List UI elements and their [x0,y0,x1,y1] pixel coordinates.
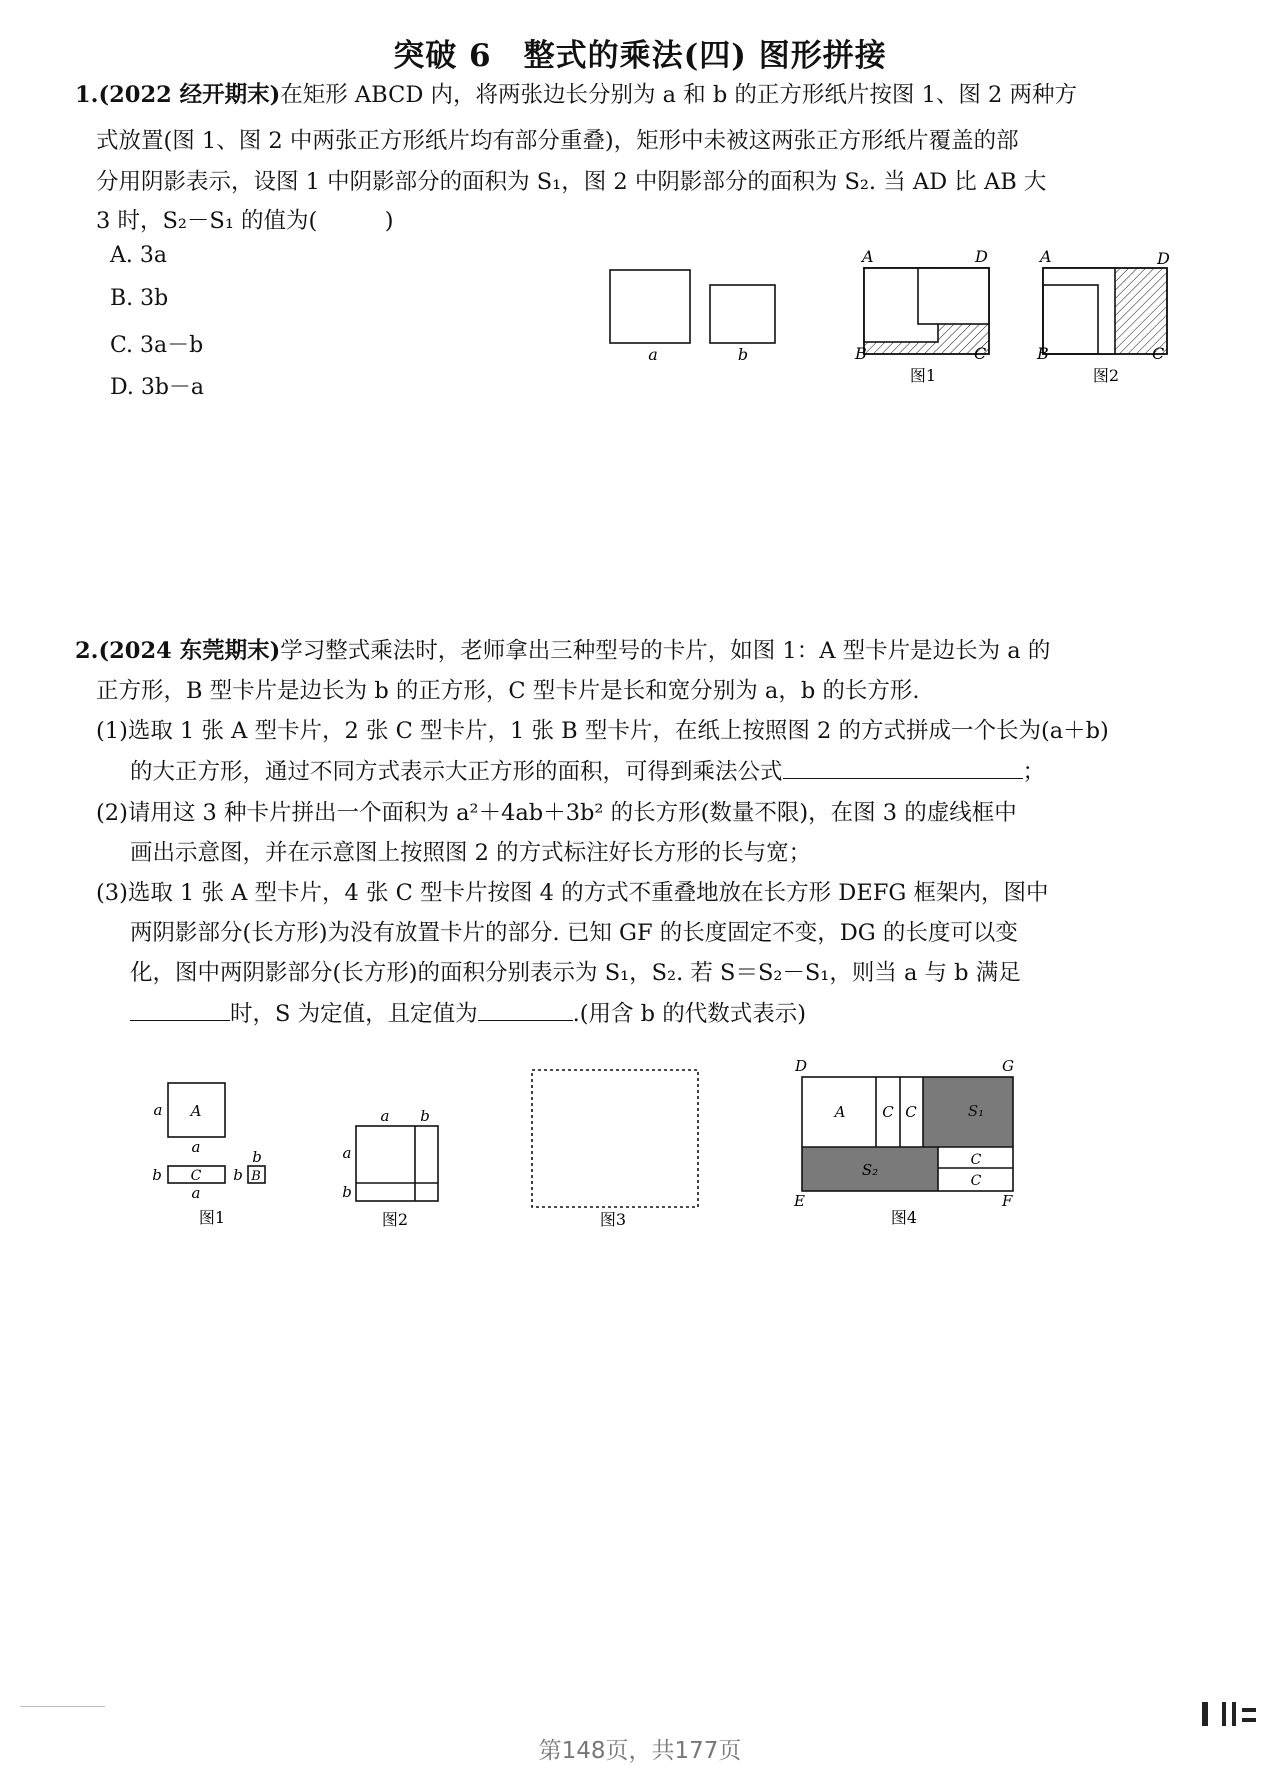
q2-fig2 [342,1107,438,1229]
q1-option-b: B. 3b [110,286,169,311]
q2-p1-line-1: (1)选取 1 张 A 型卡片，2 张 C 型卡片，1 张 B 型卡片，在纸上按照图 2 的方式拼成一个长为(a＋b) [96,718,1109,744]
fig2-top-b: b [420,1107,430,1125]
square-a-label: a [648,345,658,364]
card-a-label: A [190,1102,202,1120]
q2-p3-line-3: 化，图中两阴影部分(长方形)的面积分别表示为 S₁，S₂. 若 S＝S₂－S₁，则当 a 与 b 满足 [130,960,1021,986]
card-c-side-label: b [152,1166,162,1184]
q1-line-4: 3 时，S₂－S₁ 的值为( ) [96,208,394,234]
fig1-label-A: A [862,247,874,266]
card-b-top-label: b [252,1148,262,1166]
fig4-s1-label: S₁ [967,1102,985,1120]
fig2-label-C: C [1152,344,1165,363]
q2-p3-blank-value[interactable] [478,998,573,1021]
q2-p2-line-1: (2)请用这 3 种卡片拼出一个面积为 a²＋4ab＋3b² 的长方形(数量不限)，在图 3 的虚线框中 [96,800,1017,826]
q1-option-d: D. 3b－a [110,375,205,400]
q1-option-a: A. 3a [110,243,167,268]
q2-fig4 [793,1057,1014,1227]
fig1-label-B: B [855,344,867,363]
q1-number: 1. [75,82,99,108]
q2-p3-text-b: .(用含 b 的代数式表示) [572,1001,806,1027]
q2-p3-line-1: (3)选取 1 张 A 型卡片，4 张 C 型卡片按图 4 的方式不重叠地放在长方形 DEFG 框架内，图中 [96,880,1049,906]
fig4-card-c1: C [882,1103,894,1121]
page-edge-marks [1200,1700,1260,1734]
q2-fig2-caption: 图2 [381,1210,409,1229]
page-title: 突破 6 整式的乘法(四) 图形拼接 [393,38,887,74]
card-a-bottom-label: a [191,1138,201,1156]
q2-p1-line-2 [130,756,1045,787]
dashed-drawing-box[interactable] [532,1070,698,1207]
fig4-label-F: F [1002,1192,1013,1210]
q1-fig2 [1036,247,1170,385]
fig1-label-C: C [974,344,987,363]
q2-source: (2024 东莞期末) [98,638,281,664]
square-b-label: b [737,345,749,364]
fig2-side-b: b [342,1183,352,1201]
bottom-left-rule [20,1706,105,1707]
shaded-right-2 [1114,268,1167,354]
card-c-bottom-label: a [191,1184,201,1202]
q2-fig1 [152,1083,265,1227]
fig4-card-c4: C [970,1173,982,1189]
q2-figures-svg [120,1055,1170,1255]
q2-fig3[interactable] [532,1070,698,1229]
q2-p1-end: ； [1022,759,1046,785]
square-b [710,285,775,343]
q2-figures [120,1055,1170,1259]
q2-p1-text: 的大正方形，通过不同方式表示大正方形的面积，可得到乘法公式 [130,759,783,785]
q1-line-2: 式放置(图 1、图 2 中两张正方形纸片均有部分重叠)，矩形中未被这两张正方形纸片覆盖的部 [96,128,1019,154]
big-square [356,1126,438,1201]
fig2-label-B: B [1037,344,1049,363]
q1-line-3: 分用阴影表示，设图 1 中阴影部分的面积为 S₁，图 2 中阴影部分的面积为 S₂. 当 AD 比 AB 大 [96,169,1047,195]
q2-fig4-caption: 图4 [890,1208,918,1227]
q2-p3-line-4 [130,998,806,1029]
q1-option-c: C. 3a－b [110,333,204,358]
fig2-label-D: D [1157,249,1170,268]
shaded-right-1 [936,324,989,342]
q2-number: 2. [75,638,99,664]
q1-source: (2022 经开期末) [98,82,281,108]
fig4-label-D: D [795,1057,808,1075]
fig2-top-a: a [380,1107,390,1125]
fig1-label-D: D [975,247,988,266]
fig4-label-G: G [1002,1057,1014,1075]
card-b-label: B [251,1169,261,1184]
card-c-label: C [190,1168,202,1184]
q1-fig1 [854,247,989,385]
fig4-label-E: E [794,1192,805,1210]
page-indicator: 第148页，共177页 [538,1738,742,1764]
q1-text-1: 在矩形 ABCD 内，将两张边长分别为 a 和 b 的正方形纸片按图 1、图 2 两种方 [280,82,1078,108]
q1-line-1 [75,80,1077,110]
q1-figures-svg [600,245,1240,405]
q2-p1-answer-blank[interactable] [783,756,1023,779]
shaded-bottom-1 [864,342,989,354]
card-a-side-label: a [153,1101,163,1119]
q2-p3-text-a: 时，S 为定值，且定值为 [230,1001,478,1027]
q1-figures [600,245,1240,409]
q2-p3-line-2: 两阴影部分(长方形)为没有放置卡片的部分. 已知 GF 的长度固定不变，DG 的长度可以变 [130,920,1018,946]
fig1-caption: 图1 [909,366,937,385]
square-b-placed-1 [918,268,989,324]
q2-p2-line-2: 画出示意图，并在示意图上按照图 2 的方式标注好长方形的长与宽； [130,840,812,866]
fig4-card-c2: C [905,1103,917,1121]
q2-intro-2: 正方形，B 型卡片是边长为 b 的正方形，C 型卡片是长和宽分别为 a，b 的长方形. [96,678,920,704]
fig2-label-A: A [1040,247,1052,266]
q2-intro-1: 学习整式乘法时，老师拿出三种型号的卡片，如图 1：A 型卡片是边长为 a 的 [280,638,1051,664]
fig2-side-a: a [342,1144,352,1162]
q2-line-1 [75,636,1050,666]
q2-fig1-caption: 图1 [198,1208,226,1227]
fig2-caption: 图2 [1092,366,1120,385]
card-b-side-label: b [233,1166,243,1184]
square-a [610,270,690,343]
q2-p3-blank-condition[interactable] [130,998,230,1021]
fig4-card-c3: C [970,1152,982,1168]
fig4-s2-label: S₂ [861,1161,879,1179]
q2-fig3-caption: 图3 [599,1210,627,1229]
fig4-card-a: A [834,1103,846,1121]
